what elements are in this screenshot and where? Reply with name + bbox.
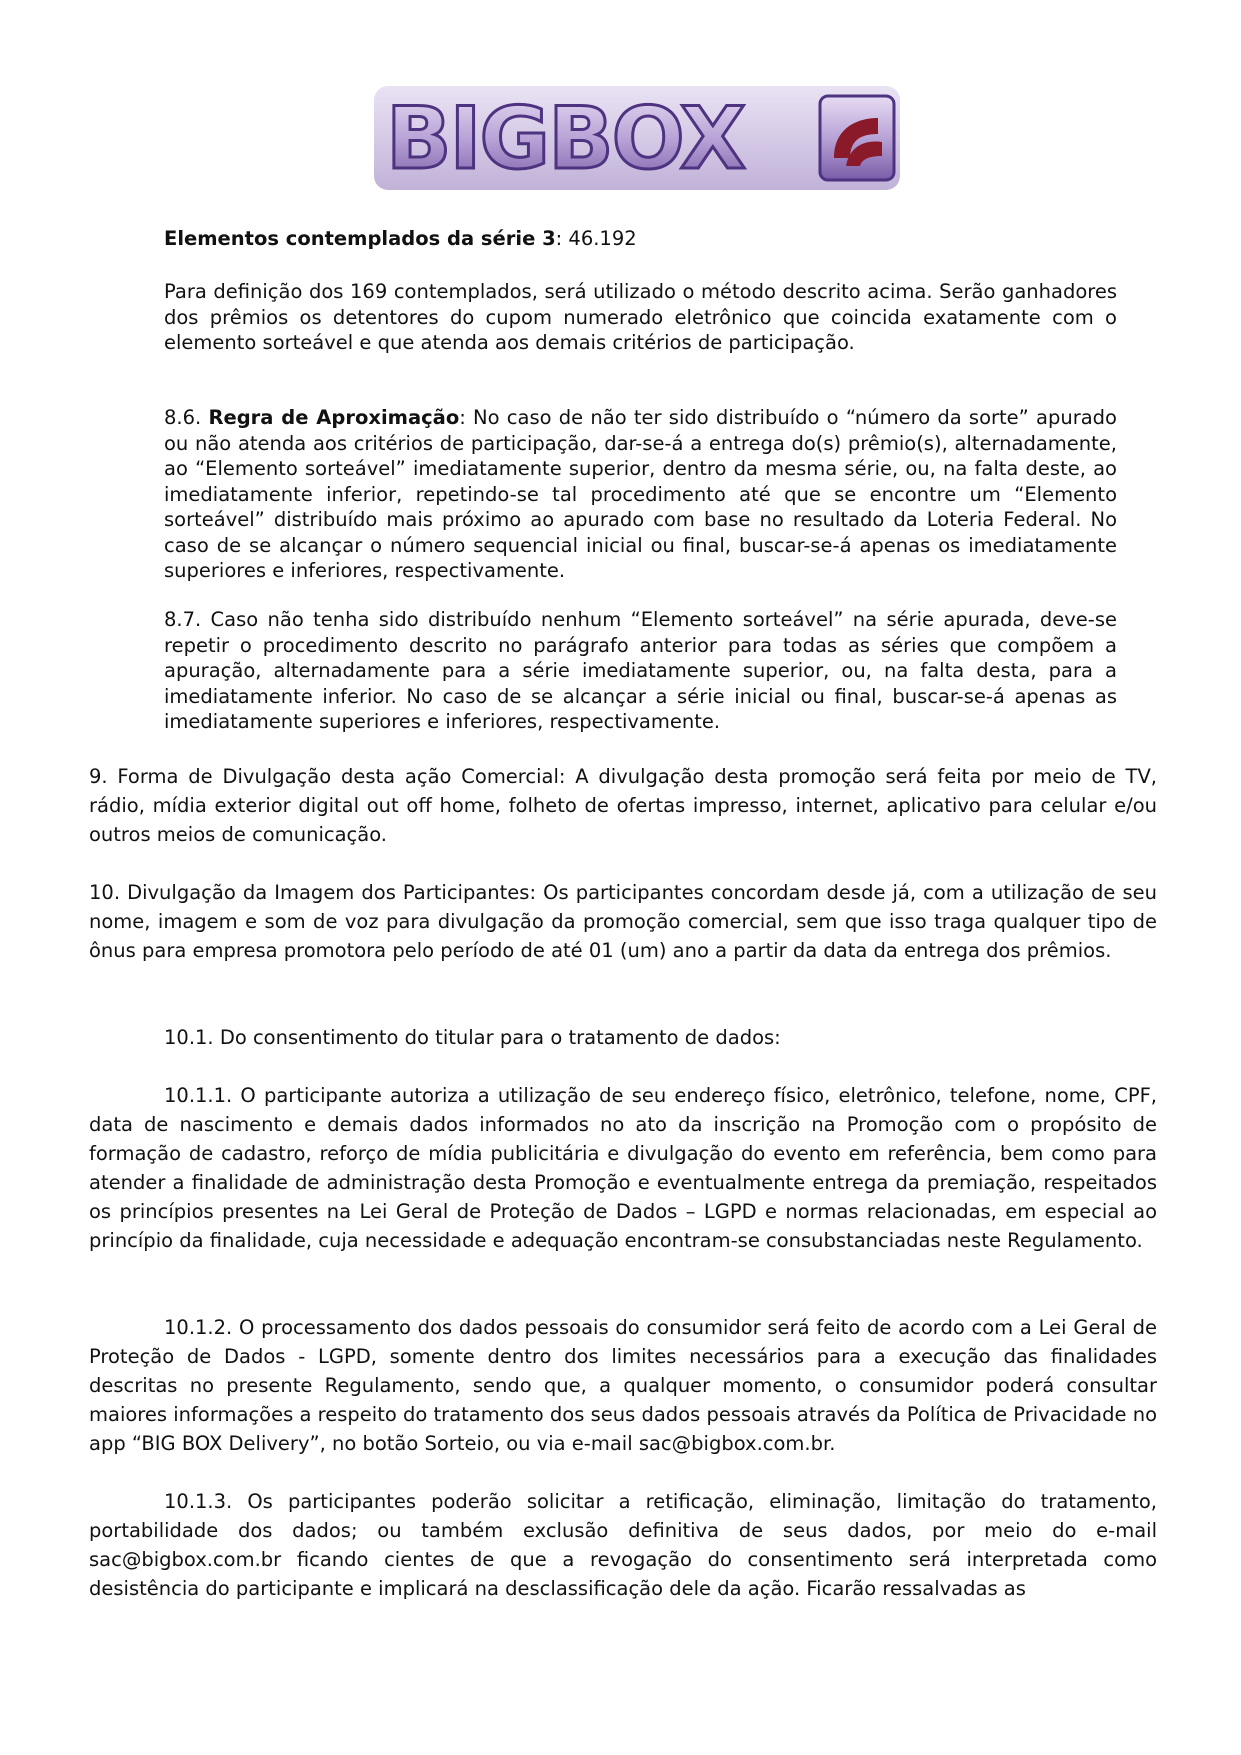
svg-text:BIGBOX: BIGBOX xyxy=(386,89,745,189)
clause-title: Regra de Aproximação xyxy=(208,406,460,429)
paragraph-10-1-text: 10.1. Do consentimento do titular para o tratamento de dados: xyxy=(164,1026,781,1049)
paragraph-series-3 xyxy=(164,226,1117,252)
paragraph-10-1-2-text: 10.1.2. O processamento dos dados pessoais do consumidor será feito de acordo com a Lei Geral de Proteção de Dados - LGPD, somente dentro dos limites necessários para a execução das finalidades descritas no presente Regulamento, sendo que, a qualquer momento, o consumidor poderá consultar maiores informações a respeito do tratamento dos seus dados pessoais através da Política de Privacidade no app “BIG BOX Delivery”, no botão Sorteio, ou via e-mail sac@bigbox.com.br. xyxy=(89,1316,1157,1455)
paragraph-10-1-1-text: 10.1.1. O participante autoriza a utilização de seu endereço físico, eletrônico, telefone, nome, CPF, data de nascimento e demais dados informados no ato da inscrição na Promoção com o propósito de formação de cadastro, reforço de mídia publicitária e divulgação do evento em referência, bem como para atender a finalidade de administração desta Promoção e eventualmente entrega da premiação, respeitados os princípios presentes na Lei Geral de Proteção de Dados – LGPD e normas relacionadas, em especial ao princípio da finalidade, cuja necessidade e adequação encontram-se consubstanciadas neste Regulamento. xyxy=(89,1084,1157,1252)
paragraph-10-1-2 xyxy=(89,1313,1157,1458)
paragraph-10-1 xyxy=(89,1023,1157,1052)
paragraph-9: 9. Forma de Divulgação desta ação Comercial: A divulgação desta promoção será feita por meio de TV, rádio, mídia exterior digital out off home, folheto de ofertas impresso, internet, aplicativo para celular e/ou outros meios de comunicação. xyxy=(89,765,1157,846)
series-label: Elementos contemplados da série 3 xyxy=(164,227,556,250)
paragraph-10-1-3 xyxy=(89,1487,1157,1603)
clause-body: : No caso de não ter sido distribuído o “número da sorte” apurado ou não atenda aos critérios de participação, dar-se-á a entrega do(s) prêmio(s), alternadamente, ao “Elemento sorteável” imediatamente superior, dentro da mesma série, ou, na falta deste, ao imediatamente inferior, repetindo-se tal procedimento até que se encontre um “Elemento sorteável” distribuído mais próximo ao apurado com base no resultado da Loteria Federal. No caso de se alcançar o número sequencial inicial ou final, buscar-se-á apenas os imediatamente superiores e inferiores, respectivamente. xyxy=(164,406,1117,582)
paragraph-10: 10. Divulgação da Imagem dos Participantes: Os participantes concordam desde já, com a utilização de seu nome, imagem e som de voz para divulgação da promoção comercial, sem que isso traga qualquer tipo de ônus para empresa promotora pelo período de até 01 (um) ano a partir da data da entrega dos prêmios. xyxy=(89,881,1157,962)
paragraph-8-6 xyxy=(164,405,1117,584)
paragraph-10-1-1 xyxy=(89,1081,1157,1255)
series-value: : 46.192 xyxy=(555,227,637,250)
paragraph-8-7: 8.7. Caso não tenha sido distribuído nenhum “Elemento sorteável” na série apurada, deve-se repetir o procedimento descrito no parágrafo anterior para todas as séries que compõem a apuração, alternadamente para a série imediatamente superior, ou, na falta desta, para a imediatamente inferior. No caso de se alcançar a série inicial ou final, buscar-se-á apenas as imediatamente superiores e inferiores, respectivamente. xyxy=(164,608,1117,733)
paragraph-definition: Para definição dos 169 contemplados, será utilizado o método descrito acima. Serão ganhadores dos prêmios os detentores do cupom numerado eletrônico que coincida exatamente com o elemento sorteável e que atenda aos demais critérios de participação. xyxy=(164,280,1117,354)
bigbox-logo-graphic xyxy=(372,84,902,192)
bigbox-logo xyxy=(372,84,902,192)
clause-number: 8.6. xyxy=(164,406,209,429)
paragraph-10-1-3-text: 10.1.3. Os participantes poderão solicitar a retificação, eliminação, limitação do tratamento, portabilidade dos dados; ou também exclusão definitiva de seus dados, por meio do e-mail sac@bigbox.com.br ficando cientes de que a revogação do consentimento será interpretada como desistência do participante e implicará na desclassificação dele da ação. Ficarão ressalvadas as xyxy=(89,1490,1157,1600)
